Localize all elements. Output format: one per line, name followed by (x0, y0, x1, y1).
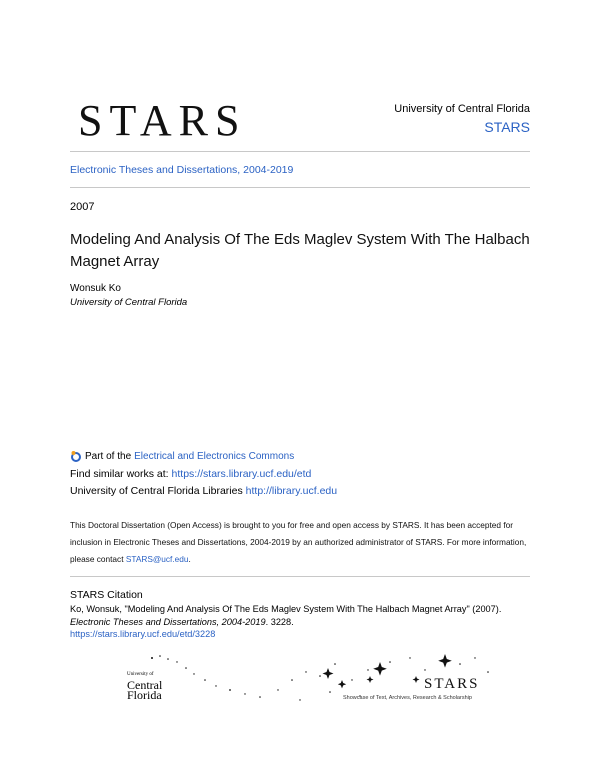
divider (70, 576, 530, 577)
repository-link[interactable]: STARS (484, 119, 530, 135)
citation-number: . 3228. (265, 616, 294, 627)
divider (70, 151, 530, 152)
author-name: Wonsuk Ko (70, 283, 121, 294)
footer-tagline: Showcase of Text, Archives, Research & Scholarship (343, 695, 472, 701)
similar-works-label: Find similar works at: (70, 468, 169, 480)
ucf-logo-line2: Florida (127, 688, 162, 702)
citation-block (70, 603, 540, 641)
institution-block (394, 103, 530, 135)
document-title: Modeling And Analysis Of The Eds Maglev System With The Halbach Magnet Array (70, 231, 530, 270)
ucf-logo (127, 670, 162, 700)
access-statement (70, 517, 535, 568)
footer-stars-logo: STARS (424, 676, 480, 692)
author-affiliation: University of Central Florida (70, 297, 188, 308)
statement-text: This Doctoral Dissertation (Open Access) is brought to you for free and open access by STARS. It has been accepted for inclusion in Electronic Theses and Dissertations, 2004-2019 by an authorized administrator of STARS. For more information, please contact (70, 520, 527, 564)
stars-logo: STARS (78, 96, 247, 145)
similar-works-line (70, 468, 311, 480)
institution-name: University of Central Florida (394, 103, 530, 115)
contact-email-link[interactable]: STARS@ucf.edu (125, 554, 189, 564)
citation-url-link[interactable]: https://stars.library.ucf.edu/etd/3228 (70, 629, 216, 639)
ucf-logo-line1: Central (127, 678, 163, 692)
part-of-line (70, 450, 294, 462)
libraries-line (70, 485, 337, 497)
citation-journal: Electronic Theses and Dissertations, 2004-2019 (70, 616, 266, 627)
publication-year: 2007 (70, 201, 95, 213)
citation-heading: STARS Citation (70, 589, 143, 601)
statement-end: . (188, 554, 191, 564)
collection-link[interactable]: Electronic Theses and Dissertations, 2004-2019 (70, 164, 294, 176)
similar-works-link[interactable]: https://stars.library.ucf.edu/etd (171, 468, 312, 480)
open-access-icon (70, 450, 82, 462)
divider (70, 187, 530, 188)
ucf-logo-small: University of (127, 672, 154, 677)
commons-link[interactable]: Electrical and Electronics Commons (134, 450, 295, 462)
part-of-prefix: Part of the (85, 450, 132, 462)
citation-text: Ko, Wonsuk, "Modeling And Analysis Of The Eds Maglev System With The Halbach Magnet Array" (2007). (70, 604, 502, 614)
libraries-link[interactable]: http://library.ucf.edu (245, 485, 338, 497)
libraries-label: University of Central Florida Libraries (70, 485, 243, 497)
